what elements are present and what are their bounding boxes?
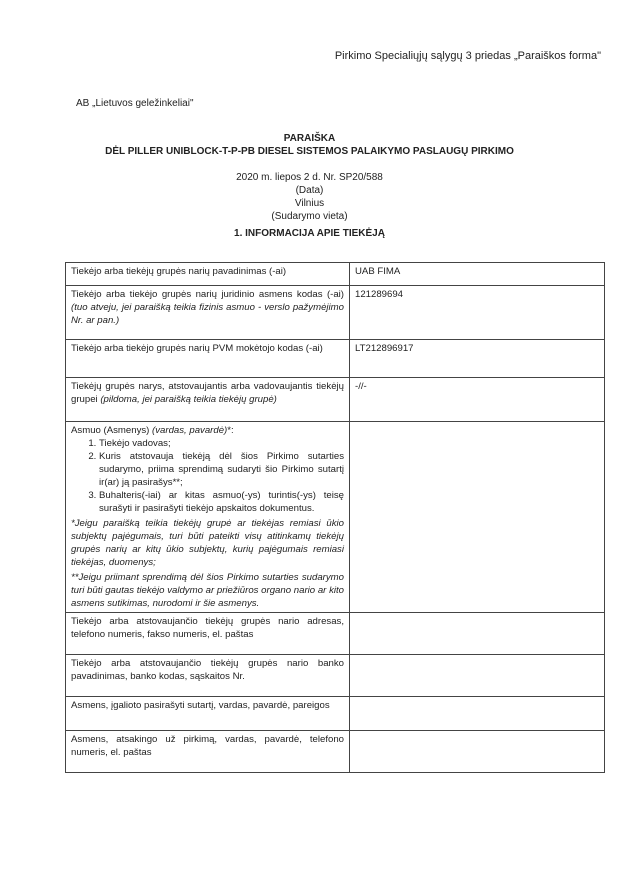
section-heading: 1. INFORMACIJA APIE TIEKĖJĄ — [234, 228, 385, 239]
row-value — [350, 422, 605, 613]
row-value: 121289694 — [350, 286, 605, 340]
row-suffix: *: — [227, 425, 234, 436]
row-value: LT212896917 — [350, 340, 605, 378]
list-item: 3. Buhalteris(-iai) ar kitas asmuo(-ys) turintis(-ys) teisę surašyti ir pasirašyti tiekėjo apskaitos dokumentus. — [99, 489, 344, 515]
row-label: Tiekėjų grupės narys, atstovaujantis arba vadovaujantis tiekėjų grupei — [71, 381, 344, 405]
row-label: Asmuo (Asmenys) — [71, 425, 150, 436]
place-label: (Sudarymo vieta) — [271, 211, 348, 222]
row-label: Tiekėjo arba atstovaujančio tiekėjų grupės nario banko pavadinimas, banko kodas, sąskaitos Nr. — [66, 655, 350, 697]
row-label: Tiekėjo arba tiekėjo grupės narių juridinio asmens kodas (-ai) — [71, 289, 344, 300]
row-label: Asmens, įgalioto pasirašyti sutartį, vardas, pavardė, pareigos — [66, 697, 350, 731]
table-row — [66, 340, 605, 378]
list-item: 2. Kuris atstovauja tiekėją dėl šios Pirkimo sutarties sudarymo, priima sprendimą sudaryti šio Pirkimo sutartį ir(ar) ją pasirašys**; — [99, 450, 344, 489]
row-label: Tiekėjo arba tiekėjų grupės narių pavadinimas (-ai) — [66, 263, 350, 286]
date-line: 2020 m. liepos 2 d. Nr. SP20/588 — [236, 172, 383, 183]
page-header: Pirkimo Specialiųjų sąlygų 3 priedas „Paraiškos forma" — [334, 50, 601, 62]
place: Vilnius — [294, 198, 325, 209]
footnote-1: *Jeigu paraišką teikia tiekėjų grupė ar tiekėjas remiasi ūkio subjektų pajėgumais, turi būti pateikti visų atitinkamų tiekėjų grupės narių ar kitų ūkio subjektų, kurių pajėgumais remiasi tiekėjas, duomenys; — [71, 518, 344, 568]
footnote-2: **Jeigu priimant sprendimą dėl šios Pirkimo sutarties sudarymo turi būti gautas tiekėjo valdymo ar priežiūros organo nario ar kito asmens sutikimas, nurodomi ir šie asmenys. — [71, 572, 344, 609]
table-row — [66, 286, 605, 340]
table-row — [66, 378, 605, 422]
list-item: 1. Tiekėjo vadovas; — [99, 437, 344, 450]
table-row — [66, 263, 605, 286]
row-value: -//- — [350, 378, 605, 422]
table-row — [66, 731, 605, 773]
row-label: Tiekėjo arba atstovaujančio tiekėjų grupės nario adresas, telefono numeris, fakso numeris, el. paštas — [66, 613, 350, 655]
row-value — [350, 697, 605, 731]
supplier-info-table — [65, 262, 605, 773]
organization: AB „Lietuvos geležinkeliai" — [76, 98, 194, 109]
document-title: PARAIŠKA — [283, 133, 336, 144]
row-note: (pildoma, jei paraišką teikia tiekėjų grupė) — [100, 394, 277, 405]
row-value — [350, 655, 605, 697]
table-row — [66, 613, 605, 655]
row-label: Asmens, atsakingo už pirkimą, vardas, pavardė, telefono numeris, el. paštas — [66, 731, 350, 773]
row-label: Tiekėjo arba tiekėjo grupės narių PVM mokėtojo kodas (-ai) — [66, 340, 350, 378]
table-row — [66, 422, 605, 613]
row-value: UAB FIMA — [350, 263, 605, 286]
table-row — [66, 697, 605, 731]
document-subtitle: DĖL PILLER UNIBLOCK-T-P-PB DIESEL SISTEMOS PALAIKYMO PASLAUGŲ PIRKIMO — [105, 146, 514, 157]
row-note: (tuo atveju, jei paraišką teikia fizinis asmuo - verslo pažymėjimo Nr. ar pan.) — [71, 302, 344, 326]
row-note: (vardas, pavardė) — [152, 425, 228, 436]
row-value — [350, 731, 605, 773]
date-label: (Data) — [295, 185, 324, 196]
table-row — [66, 655, 605, 697]
row-value — [350, 613, 605, 655]
